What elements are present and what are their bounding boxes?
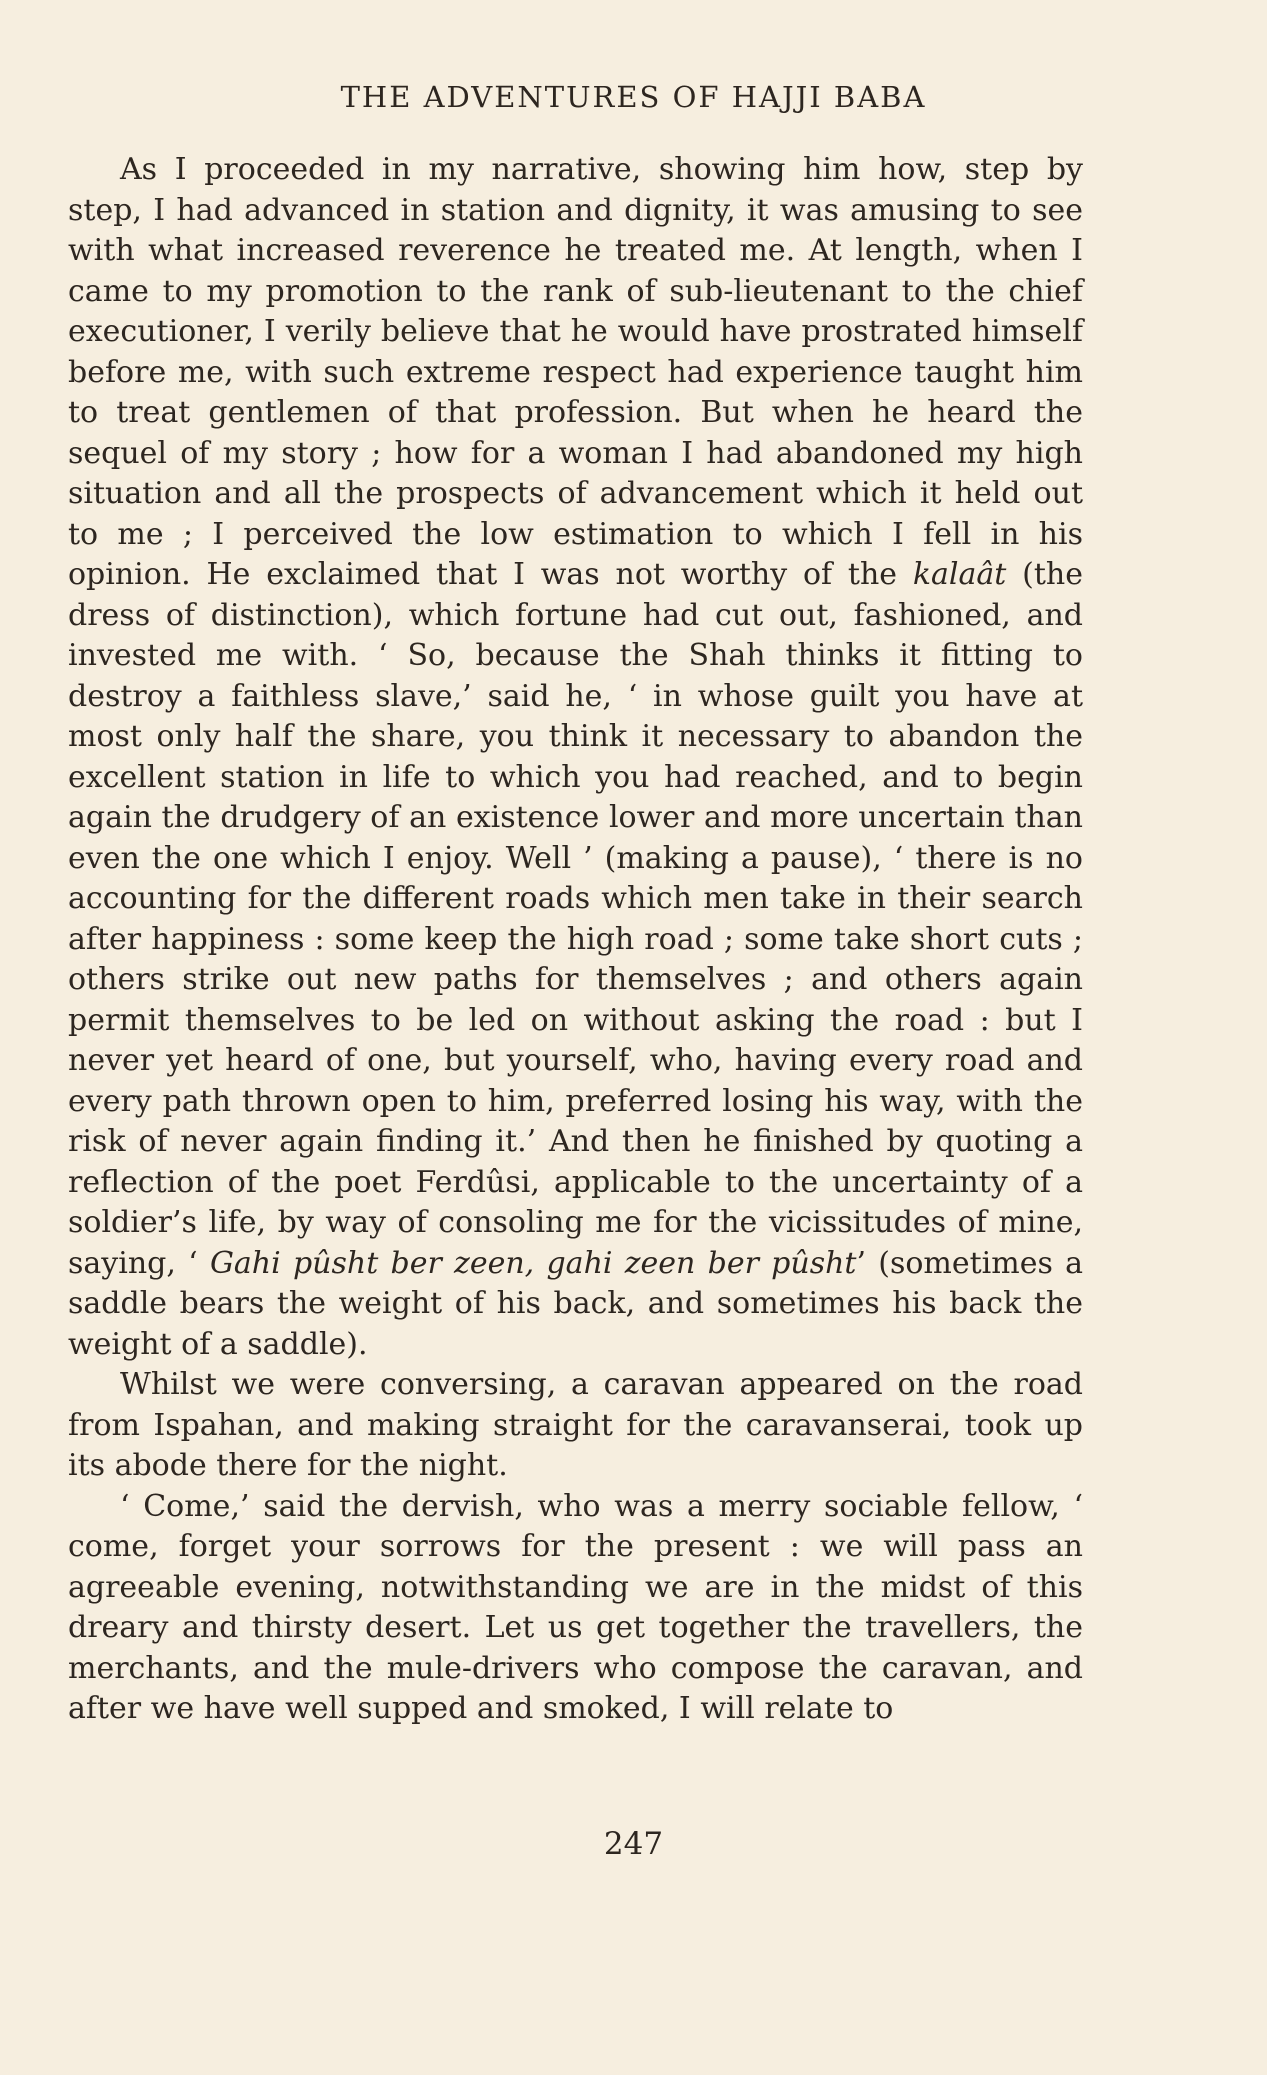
paragraph-caravan-arrives: Whilst we were conversing, a caravan appeared on the road from Ispahan, and making straight for the caravanserai, took up its abode there for the night. xyxy=(68,1367,1083,1483)
persian-term-kalaat: kalaât xyxy=(912,557,1007,592)
paragraph-text: (the dress of distinction), which fortune had cut out, fashioned, and invested me with. ‘ So, because the Shah thinks it fitting to destroy a faithless slave,’ said he, ‘ in whose guilt you have at most only half the share, you think it necessary to abandon the excellent station in life to which you had reached, and to begin again the drudgery of an existence lower and more uncertain than even the one which I enjoy. Well ’ (making a pause), ‘ there is no accounting for the different roads which men take in their search after happiness : some keep the high road ; some take short cuts ; others strike out new paths for themselves ; and others again permit themselves to be led on without asking the road : but I never yet heard of one, but yourself, who, having every road and every path thrown open to him, preferred losing his way, with the risk of never again finding it.’ And then he finished by quoting a reflection of the poet Ferdûsi, applicable to the uncertainty of a soldier’s life, by way of consoling me for the vicissitudes of mine, saying, ‘ xyxy=(68,557,1083,1281)
page-number: 247 xyxy=(603,1826,664,1862)
persian-quotation: Gahi pûsht ber zeen, gahi zeen ber pûsht xyxy=(209,1245,857,1281)
paragraph-text: ’ (sometimes a saddle bears the weight of his back, and sometimes his back the weight of a saddle). xyxy=(68,1245,1084,1362)
running-head: THE ADVENTURES OF HAJJI BABA xyxy=(340,80,927,114)
body-text xyxy=(68,150,1083,1730)
paragraph-text: As I proceeded in my narrative, showing him how, step by step, I had advanced in station and dignity, it was amusing to see with what increased reverence he treated me. At length, when I came to my promotion to the rank of sub-lieutenant to the chief executioner, I verily believe that he would have prostrated himself before me, with such extreme respect had experience taught him to treat gentlemen of that profession. But when he heard the sequel of my story ; how for a woman I had abandoned my high situation and all the prospects of advancement which it held out to me ; I perceived the low estimation to which I fell in his opinion. He exclaimed that I was not worthy of the xyxy=(68,152,1083,592)
paragraph-dervish-reaction xyxy=(68,150,1083,1365)
paragraph-dervish-invitation: ‘ Come,’ said the dervish, who was a merry sociable fellow, ‘ come, forget your sorrows for the present : we will pass an agreeable evening, notwithstanding we are in the midst of this dreary and thirsty desert. Let us get together the travellers, the merchants, and the mule-drivers who compose the caravan, and after we have well supped and smoked, I will relate to xyxy=(68,1488,1083,1726)
